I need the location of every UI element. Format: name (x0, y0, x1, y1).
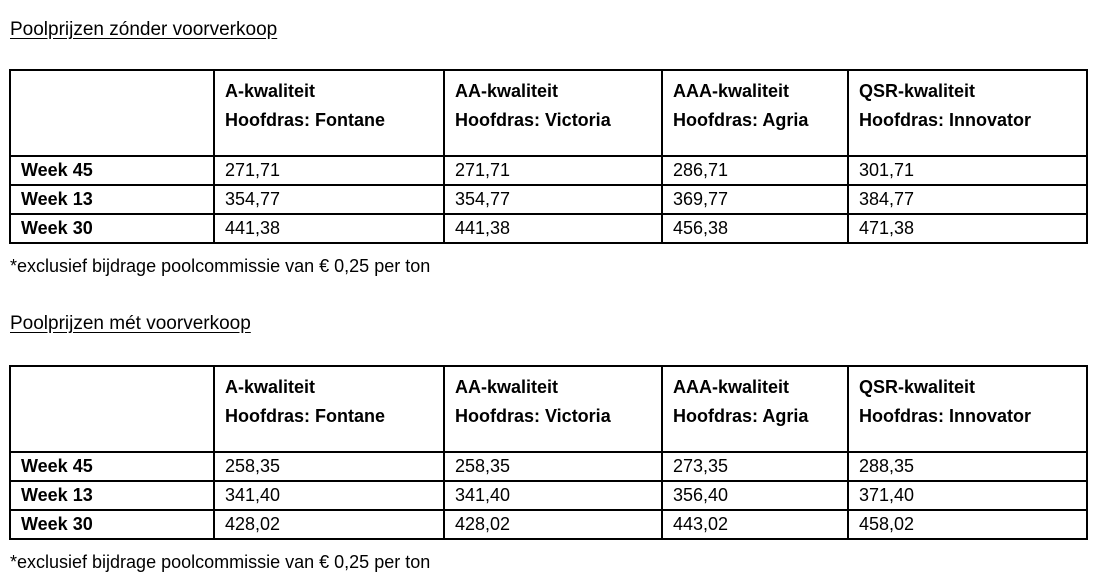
quality-label: AA-kwaliteit (455, 377, 559, 397)
price-cell: 271,71 (444, 156, 662, 185)
variety-label: Hoofdras: Victoria (455, 406, 611, 426)
price-cell: 271,71 (214, 156, 444, 185)
pool-price-table-without-presale (9, 69, 1088, 244)
table-row (10, 214, 1087, 243)
header-cell-aaa-quality (662, 70, 848, 156)
week-label: Week 13 (10, 481, 214, 510)
price-cell: 273,35 (662, 452, 848, 481)
price-cell: 288,35 (848, 452, 1087, 481)
week-label: Week 30 (10, 510, 214, 539)
quality-label: A-kwaliteit (225, 377, 316, 397)
section-heading-with-presale: Poolprijzen mét voorverkoop (10, 313, 251, 334)
week-label: Week 13 (10, 185, 214, 214)
footnote-commission: *exclusief bijdrage poolcommissie van € 0,25 per ton (10, 256, 431, 276)
week-label: Week 45 (10, 452, 214, 481)
header-cell-empty (10, 70, 214, 156)
price-cell: 428,02 (214, 510, 444, 539)
quality-label: AA-kwaliteit (455, 81, 559, 101)
price-cell: 354,77 (444, 185, 662, 214)
header-cell-qsr-quality (848, 366, 1087, 452)
header-cell-aa-quality (444, 70, 662, 156)
header-cell-a-quality (214, 366, 444, 452)
table-row (10, 185, 1087, 214)
price-cell: 301,71 (848, 156, 1087, 185)
quality-label: AAA-kwaliteit (673, 377, 790, 397)
price-cell: 443,02 (662, 510, 848, 539)
price-cell: 471,38 (848, 214, 1087, 243)
price-cell: 441,38 (214, 214, 444, 243)
price-cell: 428,02 (444, 510, 662, 539)
variety-label: Hoofdras: Innovator (859, 110, 1032, 130)
table-row (10, 510, 1087, 539)
price-cell: 356,40 (662, 481, 848, 510)
table-row (10, 452, 1087, 481)
variety-label: Hoofdras: Agria (673, 110, 809, 130)
quality-label: QSR-kwaliteit (859, 81, 976, 101)
price-cell: 384,77 (848, 185, 1087, 214)
header-cell-aaa-quality (662, 366, 848, 452)
price-cell: 286,71 (662, 156, 848, 185)
quality-label: A-kwaliteit (225, 81, 316, 101)
footnote-commission: *exclusief bijdrage poolcommissie van € 0,25 per ton (10, 552, 431, 572)
price-cell: 341,40 (214, 481, 444, 510)
table-header-row (10, 366, 1087, 452)
price-cell: 441,38 (444, 214, 662, 243)
quality-label: AAA-kwaliteit (673, 81, 790, 101)
variety-label: Hoofdras: Fontane (225, 406, 385, 426)
pool-price-table-with-presale (9, 365, 1088, 540)
header-cell-empty (10, 366, 214, 452)
quality-label: QSR-kwaliteit (859, 377, 976, 397)
table-row (10, 156, 1087, 185)
price-cell: 369,77 (662, 185, 848, 214)
price-cell: 258,35 (214, 452, 444, 481)
section-heading-without-presale: Poolprijzen zónder voorverkoop (10, 19, 278, 40)
header-cell-qsr-quality (848, 70, 1087, 156)
table-header-row (10, 70, 1087, 156)
variety-label: Hoofdras: Innovator (859, 406, 1032, 426)
price-cell: 341,40 (444, 481, 662, 510)
price-cell: 354,77 (214, 185, 444, 214)
header-cell-a-quality (214, 70, 444, 156)
price-cell: 458,02 (848, 510, 1087, 539)
price-cell: 371,40 (848, 481, 1087, 510)
variety-label: Hoofdras: Agria (673, 406, 809, 426)
header-cell-aa-quality (444, 366, 662, 452)
price-cell: 258,35 (444, 452, 662, 481)
variety-label: Hoofdras: Fontane (225, 110, 385, 130)
price-cell: 456,38 (662, 214, 848, 243)
week-label: Week 30 (10, 214, 214, 243)
table-row (10, 481, 1087, 510)
week-label: Week 45 (10, 156, 214, 185)
variety-label: Hoofdras: Victoria (455, 110, 611, 130)
